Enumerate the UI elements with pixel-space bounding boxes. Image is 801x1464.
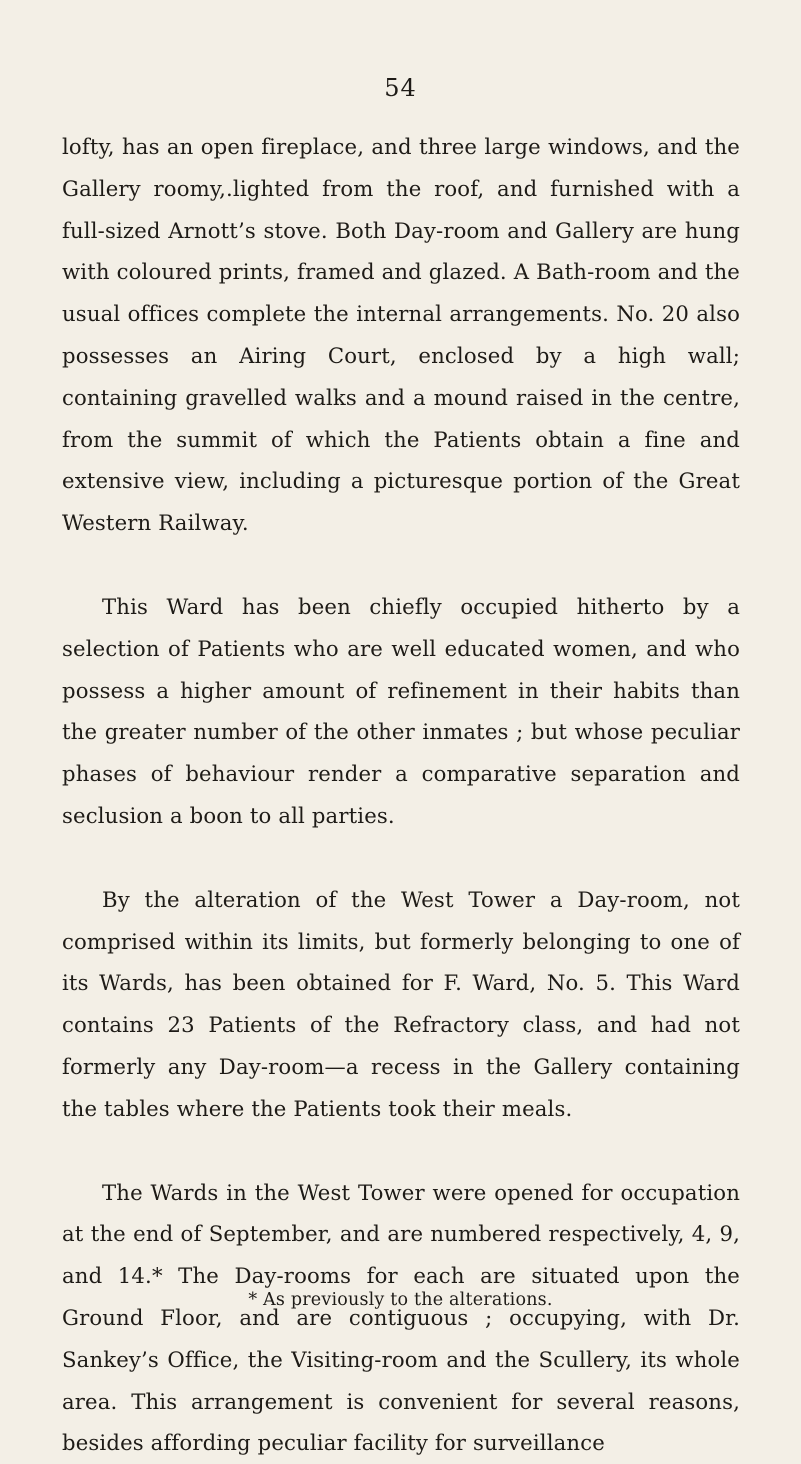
paragraph-4: The Wards in the West Tower were opened for occupation at the end of September, and are numbered respectively, 4, 9, and 14.* The Day-rooms for each are situated upon the Ground Floor, and are contiguous ; occupying, with Dr. Sankey’s Office, the Visiting-room and the Scullery, its whole area. This arrangement is convenient for several reasons, besides affording peculiar facility for surveillance: [62, 1179, 740, 1456]
paragraph-3: By the alteration of the West Tower a Day-room, not comprised within its limits, but formerly belonging to one of its Wards, has been obtained for F. Ward, No. 5. This Ward contains 23 Patients of the Refractory class, and had not formerly any Day-room—a recess in the Gallery containing the tables where the Patients took their meals.: [62, 886, 740, 1121]
paragraph-1: lofty, has an open fireplace, and three large windows, and the Gallery roomy,.lighted from the roof, and furnished with a full-sized Arnott’s stove. Both Day-room and Gallery are hung with coloured prints, framed and glazed. A Bath-room and the usual offices complete the internal arrangements. No. 20 also possesses an Airing Court, enclosed by a high wall; containing gravelled walks and a mound raised in the centre, from the summit of which the Patients obtain a fine and extensive view, including a picturesque portion of the Great Western Railway.: [62, 134, 740, 536]
paragraph-2: This Ward has been chiefly occupied hitherto by a selection of Patients who are well educated women, and who possess a higher amount of refinement in their habits than the greater number of the other inmates ; but whose peculiar phases of behaviour render a comparative separation and seclusion a boon to all parties.: [62, 593, 740, 828]
page-number: 54: [384, 74, 417, 102]
body-text: [62, 126, 740, 1464]
footnote: * As previously to the alterations.: [248, 1290, 553, 1310]
